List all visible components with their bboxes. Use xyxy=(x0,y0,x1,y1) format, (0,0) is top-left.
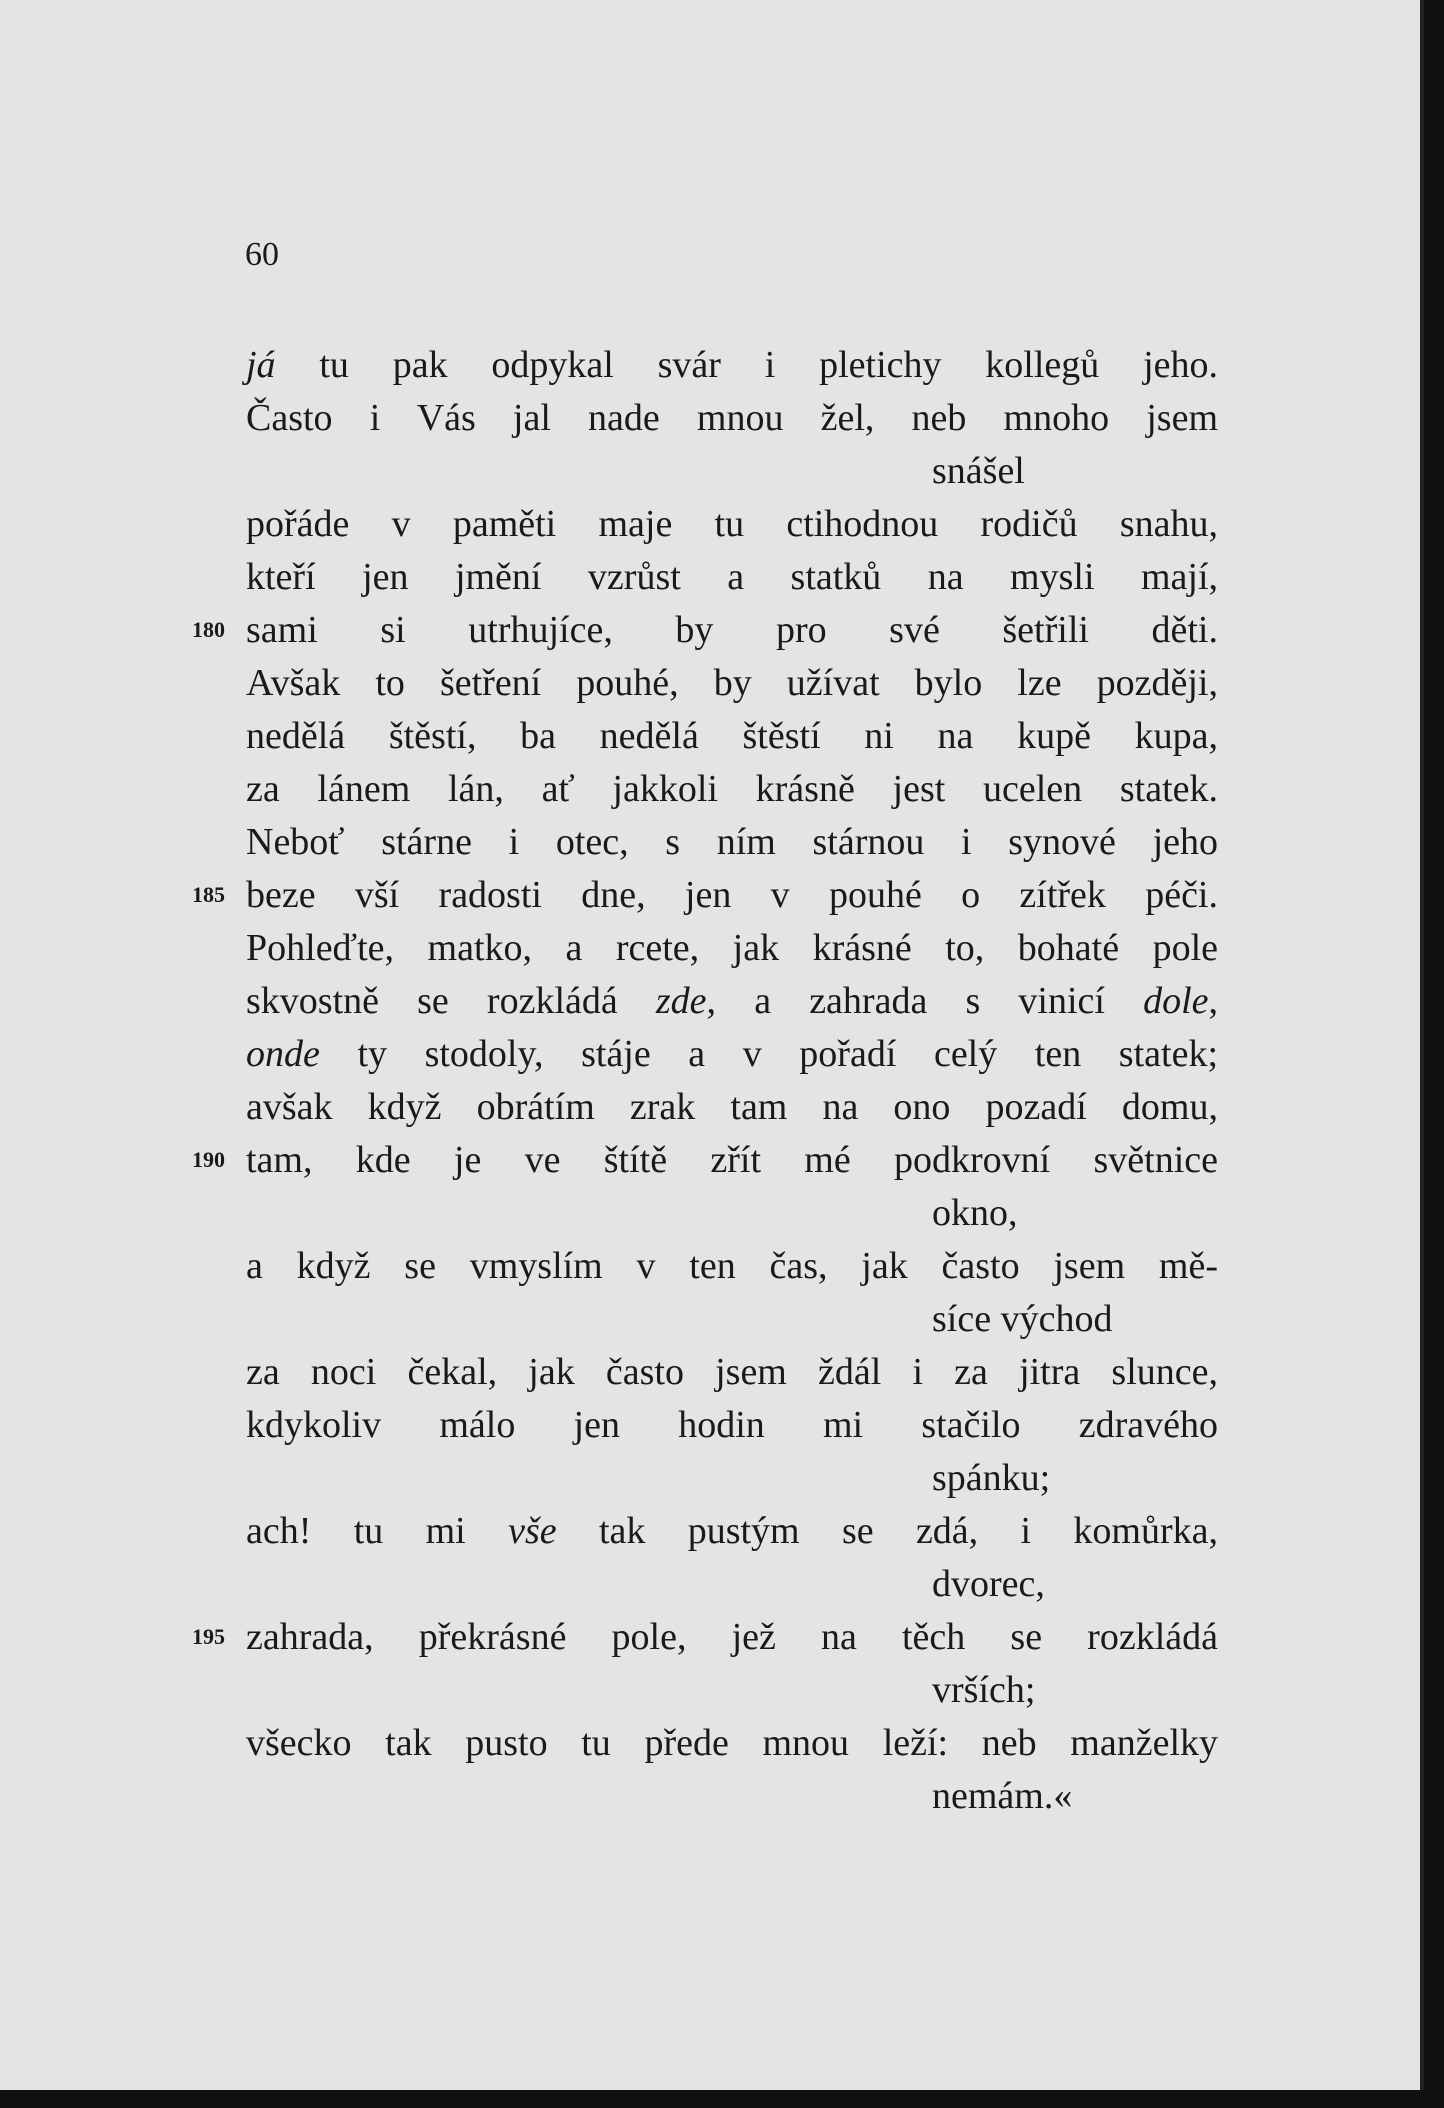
verse-line xyxy=(246,1084,1218,1130)
verse-line xyxy=(246,342,1218,388)
verse-line xyxy=(932,1561,1045,1607)
line-text: kteří jen jmění vzrůst a statků na mysli mají, xyxy=(246,556,1218,598)
verse-line xyxy=(246,978,1218,1024)
line-text: beze vší radosti dne, jen v pouhé o zítřek péči. xyxy=(246,874,1218,916)
page-number: 60 xyxy=(245,236,279,273)
line-text: tak pustým se zdá, i komůrka, xyxy=(556,1510,1218,1552)
line-number: 190 xyxy=(192,1147,225,1172)
line-text: snášel xyxy=(932,450,1025,492)
line-text: síce východ xyxy=(932,1298,1113,1340)
line-text: ach! tu mi xyxy=(246,1510,509,1552)
verse-line xyxy=(246,872,1218,918)
line-text: tam, kde je ve štítě zřít mé podkrovní světnice xyxy=(246,1139,1218,1181)
verse-line xyxy=(246,1614,1218,1660)
line-text: spánku; xyxy=(932,1457,1051,1499)
verse-line xyxy=(246,1137,1218,1183)
line-text: Pohleďte, matko, a rcete, jak krásné to, bohaté pole xyxy=(246,927,1218,969)
line-text: pořáde v paměti maje tu ctihodnou rodičů snahu, xyxy=(246,503,1218,545)
line-text: , xyxy=(1208,980,1218,1022)
line-text: skvostně se rozkládá xyxy=(246,980,656,1022)
verse-line xyxy=(932,1190,1018,1236)
line-text: nemám.« xyxy=(932,1775,1073,1817)
verse-line xyxy=(246,660,1218,706)
line-number: 185 xyxy=(192,882,225,907)
italic-word: dole xyxy=(1143,980,1209,1022)
line-text: všecko tak pusto tu přede mnou leží: neb manželky xyxy=(246,1722,1218,1764)
line-text: nedělá štěstí, ba nedělá štěstí ni na kupě kupa, xyxy=(246,715,1218,757)
line-text: za lánem lán, ať jakkoli krásně jest ucelen statek. xyxy=(246,768,1218,810)
verse-line xyxy=(246,1402,1218,1448)
line-text: Neboť stárne i otec, s ním stárnou i synové jeho xyxy=(246,821,1218,863)
verse-line xyxy=(246,925,1218,971)
verse-line xyxy=(246,713,1218,759)
line-text: za noci čekal, jak často jsem ždál i za jitra slunce, xyxy=(246,1351,1218,1393)
verse-line xyxy=(246,501,1218,547)
verse-line xyxy=(246,1349,1218,1395)
line-text: avšak když obrátím zrak tam na ono pozadí domu, xyxy=(246,1086,1218,1128)
verse-line xyxy=(932,1296,1112,1342)
verse-line xyxy=(246,1720,1218,1766)
line-text: , a zahrada s vinicí xyxy=(706,980,1144,1022)
verse-line xyxy=(246,1031,1218,1077)
line-text: tu pak odpykal svár i pletichy kollegů jeho. xyxy=(275,344,1218,386)
verse-line xyxy=(246,766,1218,812)
verse-line xyxy=(246,1508,1218,1554)
line-text: vrších; xyxy=(932,1669,1036,1711)
verse-line xyxy=(932,1667,1035,1713)
line-text: Často i Vás jal nade mnou žel, neb mnoho jsem xyxy=(246,397,1218,439)
verse-line xyxy=(246,1243,1218,1289)
italic-word: onde xyxy=(246,1033,320,1075)
line-text: dvorec, xyxy=(932,1563,1045,1605)
line-text: kdykoliv málo jen hodin mi stačilo zdravého xyxy=(246,1404,1218,1446)
italic-word: vše xyxy=(508,1510,557,1552)
verse-line xyxy=(246,819,1218,865)
verse-line xyxy=(932,1773,1072,1819)
line-number: 195 xyxy=(192,1624,225,1649)
line-number: 180 xyxy=(192,617,225,642)
italic-word: já xyxy=(246,344,276,386)
line-text: a když se vmyslím v ten čas, jak často jsem mě- xyxy=(246,1245,1218,1287)
line-text: sami si utrhujíce, by pro své šetřili děti. xyxy=(246,609,1218,651)
line-text: okno, xyxy=(932,1192,1018,1234)
line-text: zahrada, překrásné pole, jež na těch se rozkládá xyxy=(246,1616,1218,1658)
italic-word: zde xyxy=(655,980,707,1022)
verse-line xyxy=(932,1455,1050,1501)
line-text: Avšak to šetření pouhé, by užívat bylo lze později, xyxy=(246,662,1218,704)
verse-line xyxy=(246,554,1218,600)
line-text: ty stodoly, stáje a v pořadí celý ten statek; xyxy=(319,1033,1218,1075)
verse-line xyxy=(932,448,1025,494)
verse-line xyxy=(246,395,1218,441)
verse-line xyxy=(246,607,1218,653)
